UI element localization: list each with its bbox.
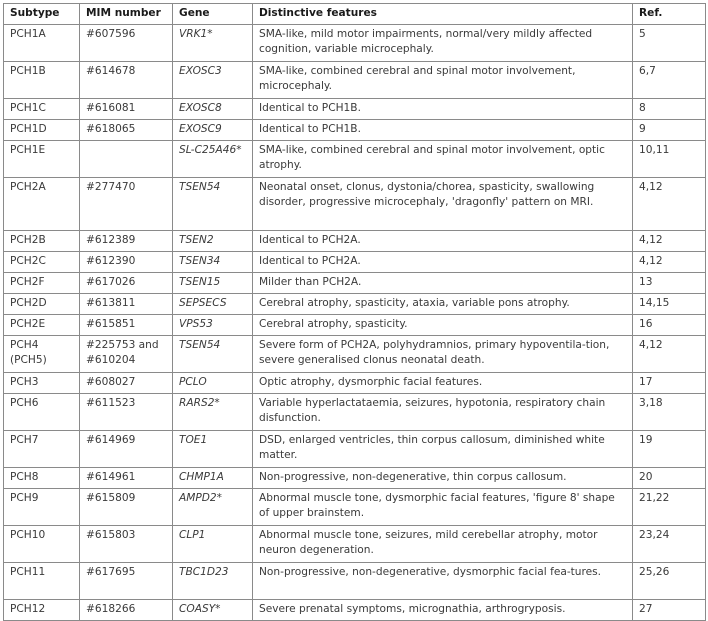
cell-ref: 14,15 <box>633 294 706 315</box>
table-row <box>4 489 706 526</box>
cell-ref: 4,12 <box>633 252 706 273</box>
header-mim-number: MIM number <box>80 4 173 25</box>
cell-distinctive-features: SMA-like, combined cerebral and spinal motor involvement, optic atrophy. <box>253 141 633 178</box>
cell-distinctive-features: Neonatal onset, clonus, dystonia/chorea, spasticity, swallowing disorder, progressive microcephaly, 'dragonfly' pattern on MRI. <box>253 178 633 231</box>
table-row <box>4 252 706 273</box>
cell-subtype: PCH12 <box>4 600 80 621</box>
cell-gene: TSEN54 <box>173 178 253 231</box>
cell-mim-number: #613811 <box>80 294 173 315</box>
cell-distinctive-features: Identical to PCH1B. <box>253 99 633 120</box>
table-row <box>4 273 706 294</box>
cell-distinctive-features: SMA-like, combined cerebral and spinal motor involvement, microcephaly. <box>253 62 633 99</box>
table-row <box>4 25 706 62</box>
cell-subtype: PCH2C <box>4 252 80 273</box>
table-row <box>4 99 706 120</box>
cell-mim-number: #618065 <box>80 120 173 141</box>
cell-mim-number: #607596 <box>80 25 173 62</box>
cell-gene: AMPD2* <box>173 489 253 526</box>
table-row <box>4 120 706 141</box>
cell-mim-number <box>80 141 173 178</box>
cell-gene: COASY* <box>173 600 253 621</box>
cell-distinctive-features: Identical to PCH2A. <box>253 231 633 252</box>
cell-ref: 16 <box>633 315 706 336</box>
cell-subtype: PCH8 <box>4 468 80 489</box>
cell-mim-number: #614678 <box>80 62 173 99</box>
table-header-row <box>4 4 706 25</box>
table-row <box>4 600 706 621</box>
cell-mim-number: #617695 <box>80 563 173 600</box>
cell-distinctive-features: Severe prenatal symptoms, micrognathia, arthrogryposis. <box>253 600 633 621</box>
cell-ref: 10,11 <box>633 141 706 178</box>
table-row <box>4 431 706 468</box>
cell-gene: EXOSC3 <box>173 62 253 99</box>
table-row <box>4 294 706 315</box>
cell-distinctive-features: SMA-like, mild motor impairments, normal/very mildly affected cognition, variable microcephaly. <box>253 25 633 62</box>
cell-distinctive-features: DSD, enlarged ventricles, thin corpus callosum, diminished white matter. <box>253 431 633 468</box>
cell-gene: SL-C25A46* <box>173 141 253 178</box>
cell-mim-number: #614969 <box>80 431 173 468</box>
cell-mim-number: #614961 <box>80 468 173 489</box>
header-distinctive-features: Distinctive features <box>253 4 633 25</box>
pch-subtypes-table <box>3 3 706 621</box>
cell-ref: 25,26 <box>633 563 706 600</box>
cell-subtype: PCH1B <box>4 62 80 99</box>
cell-mim-number: #617026 <box>80 273 173 294</box>
cell-mim-number: #618266 <box>80 600 173 621</box>
table-row <box>4 315 706 336</box>
table-body <box>4 25 706 621</box>
cell-ref: 9 <box>633 120 706 141</box>
table-row <box>4 373 706 394</box>
cell-subtype: PCH1E <box>4 141 80 178</box>
cell-subtype: PCH2A <box>4 178 80 231</box>
cell-subtype: PCH1D <box>4 120 80 141</box>
cell-ref: 27 <box>633 600 706 621</box>
cell-ref: 4,12 <box>633 336 706 373</box>
cell-subtype: PCH4 (PCH5) <box>4 336 80 373</box>
header-gene: Gene <box>173 4 253 25</box>
cell-ref: 4,12 <box>633 231 706 252</box>
cell-ref: 5 <box>633 25 706 62</box>
cell-distinctive-features: Severe form of PCH2A, polyhydramnios, primary hypoventila-tion, severe generalised clonus neonatal death. <box>253 336 633 373</box>
cell-gene: EXOSC9 <box>173 120 253 141</box>
cell-distinctive-features: Optic atrophy, dysmorphic facial features. <box>253 373 633 394</box>
cell-ref: 23,24 <box>633 526 706 563</box>
table-row <box>4 231 706 252</box>
table-row <box>4 563 706 600</box>
cell-distinctive-features: Cerebral atrophy, spasticity, ataxia, variable pons atrophy. <box>253 294 633 315</box>
table-row <box>4 178 706 231</box>
cell-mim-number: #612389 <box>80 231 173 252</box>
cell-subtype: PCH11 <box>4 563 80 600</box>
cell-ref: 8 <box>633 99 706 120</box>
cell-gene: SEPSECS <box>173 294 253 315</box>
cell-gene: CLP1 <box>173 526 253 563</box>
cell-mim-number: #225753 and #610204 <box>80 336 173 373</box>
cell-gene: VPS53 <box>173 315 253 336</box>
cell-ref: 21,22 <box>633 489 706 526</box>
cell-gene: EXOSC8 <box>173 99 253 120</box>
cell-subtype: PCH9 <box>4 489 80 526</box>
cell-distinctive-features: Abnormal muscle tone, dysmorphic facial features, 'figure 8' shape of upper brainstem. <box>253 489 633 526</box>
cell-distinctive-features: Cerebral atrophy, spasticity. <box>253 315 633 336</box>
cell-mim-number: #612390 <box>80 252 173 273</box>
cell-mim-number: #611523 <box>80 394 173 431</box>
cell-mim-number: #616081 <box>80 99 173 120</box>
header-ref: Ref. <box>633 4 706 25</box>
cell-ref: 17 <box>633 373 706 394</box>
cell-distinctive-features: Variable hyperlactataemia, seizures, hypotonia, respiratory chain disfunction. <box>253 394 633 431</box>
cell-mim-number: #615851 <box>80 315 173 336</box>
cell-gene: VRK1* <box>173 25 253 62</box>
cell-subtype: PCH10 <box>4 526 80 563</box>
table-row <box>4 526 706 563</box>
cell-distinctive-features: Abnormal muscle tone, seizures, mild cerebellar atrophy, motor neuron degeneration. <box>253 526 633 563</box>
cell-mim-number: #277470 <box>80 178 173 231</box>
cell-mim-number: #615803 <box>80 526 173 563</box>
cell-gene: TBC1D23 <box>173 563 253 600</box>
table-row <box>4 62 706 99</box>
header-subtype: Subtype <box>4 4 80 25</box>
cell-ref: 6,7 <box>633 62 706 99</box>
cell-gene: TSEN15 <box>173 273 253 294</box>
cell-gene: PCLO <box>173 373 253 394</box>
cell-subtype: PCH2B <box>4 231 80 252</box>
table-row <box>4 468 706 489</box>
cell-distinctive-features: Identical to PCH1B. <box>253 120 633 141</box>
cell-subtype: PCH2D <box>4 294 80 315</box>
cell-gene: CHMP1A <box>173 468 253 489</box>
cell-ref: 20 <box>633 468 706 489</box>
cell-subtype: PCH1C <box>4 99 80 120</box>
cell-gene: RARS2* <box>173 394 253 431</box>
table-row <box>4 336 706 373</box>
cell-mim-number: #608027 <box>80 373 173 394</box>
table-row <box>4 394 706 431</box>
cell-ref: 3,18 <box>633 394 706 431</box>
cell-gene: TOE1 <box>173 431 253 468</box>
cell-subtype: PCH2F <box>4 273 80 294</box>
cell-gene: TSEN2 <box>173 231 253 252</box>
cell-distinctive-features: Non-progressive, non-degenerative, thin corpus callosum. <box>253 468 633 489</box>
cell-subtype: PCH7 <box>4 431 80 468</box>
cell-ref: 19 <box>633 431 706 468</box>
cell-subtype: PCH1A <box>4 25 80 62</box>
cell-distinctive-features: Milder than PCH2A. <box>253 273 633 294</box>
cell-distinctive-features: Non-progressive, non-degenerative, dysmorphic facial fea-tures. <box>253 563 633 600</box>
cell-mim-number: #615809 <box>80 489 173 526</box>
table-row <box>4 141 706 178</box>
cell-gene: TSEN54 <box>173 336 253 373</box>
cell-ref: 13 <box>633 273 706 294</box>
cell-subtype: PCH3 <box>4 373 80 394</box>
cell-subtype: PCH6 <box>4 394 80 431</box>
cell-subtype: PCH2E <box>4 315 80 336</box>
cell-ref: 4,12 <box>633 178 706 231</box>
cell-gene: TSEN34 <box>173 252 253 273</box>
cell-distinctive-features: Identical to PCH2A. <box>253 252 633 273</box>
